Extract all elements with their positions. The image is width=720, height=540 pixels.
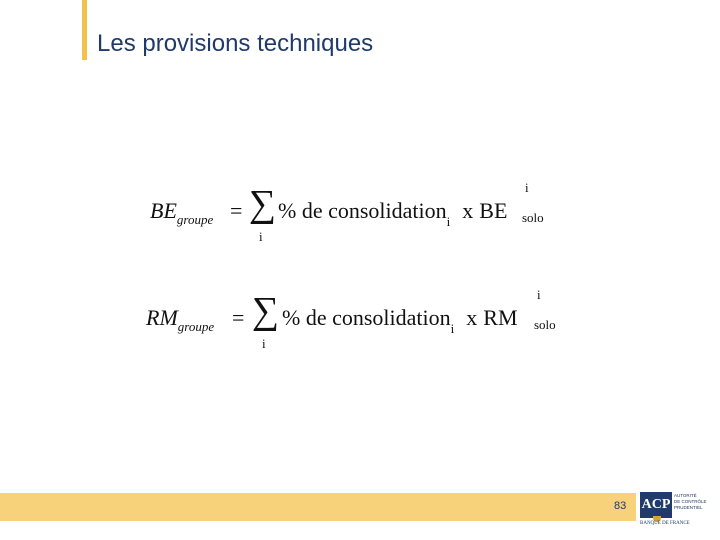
- logo-text: [674, 493, 714, 511]
- formula-lhs: [146, 305, 215, 334]
- logo-acronym: ACP: [640, 492, 672, 518]
- slide-title: Les provisions techniques: [97, 30, 374, 57]
- rhs-symbol: BE: [479, 198, 508, 223]
- page-number: 83: [614, 500, 627, 512]
- logo-line-2: DE CONTRÔLE: [674, 499, 707, 504]
- equals-sign: =: [232, 305, 245, 330]
- lhs-symbol: RM: [146, 305, 178, 330]
- formula-lhs: [150, 198, 214, 227]
- sum-index: i: [262, 336, 266, 351]
- footer-bar: [0, 493, 636, 521]
- rhs-subscript: solo: [534, 317, 556, 332]
- consolidation-index: i: [446, 214, 451, 229]
- acp-logo: [638, 490, 714, 532]
- consolidation-text: [282, 305, 518, 336]
- lhs-subscript: groupe: [176, 212, 214, 227]
- logo-subtitle: BANQUE DE FRANCE: [640, 521, 690, 526]
- multiply-operator: x: [466, 305, 478, 330]
- rhs-superscript: i: [537, 287, 541, 302]
- title-accent-bar: [82, 0, 87, 60]
- sum-index: i: [259, 229, 263, 244]
- consolidation-label: % de consolidation: [278, 198, 447, 223]
- lhs-symbol: BE: [150, 198, 177, 223]
- consolidation-text: [278, 198, 508, 229]
- rhs-subscript: solo: [522, 210, 544, 225]
- logo-line-3: PRUDENTIEL: [674, 505, 703, 510]
- sum-symbol: ∑: [249, 183, 277, 225]
- logo-line-1: AUTORITÉ: [674, 493, 697, 498]
- consolidation-label: % de consolidation: [282, 305, 451, 330]
- rhs-symbol: RM: [483, 305, 518, 330]
- rhs-superscript: i: [525, 180, 529, 195]
- equals-sign: =: [230, 198, 243, 223]
- lhs-subscript: groupe: [177, 319, 215, 334]
- consolidation-index: i: [450, 321, 455, 336]
- sum-symbol: ∑: [252, 290, 280, 332]
- multiply-operator: x: [462, 198, 474, 223]
